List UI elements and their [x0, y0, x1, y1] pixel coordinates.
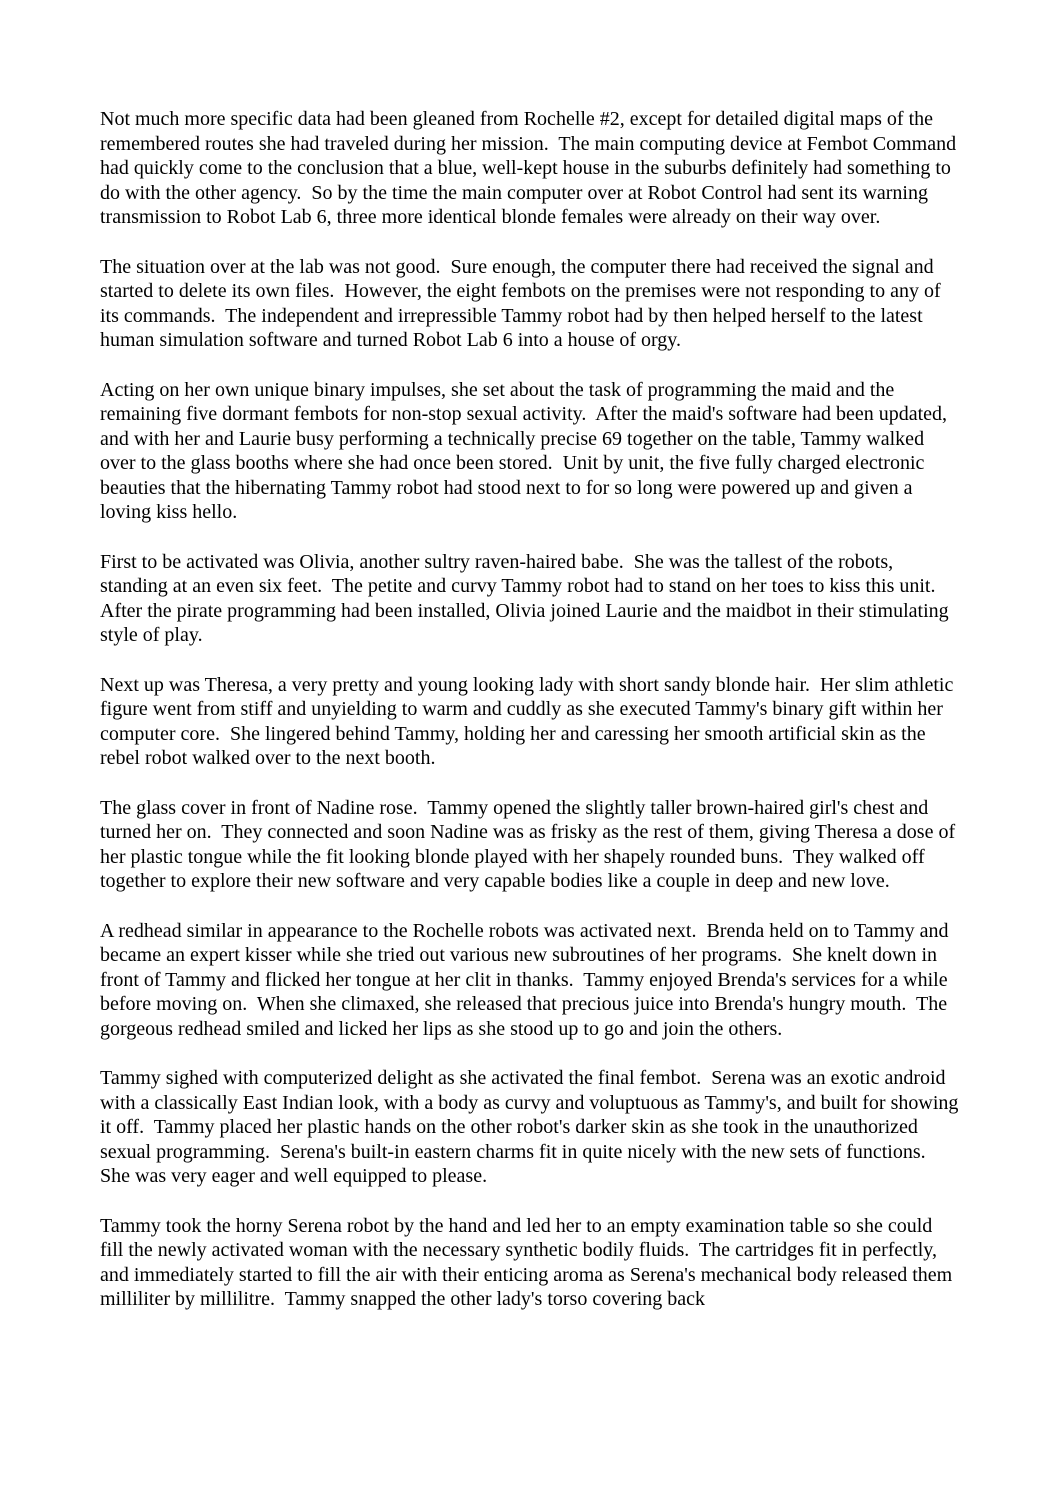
paragraph-3: Acting on her own unique binary impulses, she set about the task of programming the maid and the remaining five dormant fembots for non-stop sexual activity. After the maid's software had been updated, and with her and Laurie busy performing a technically precise 69 together on the table, Tammy walked over to the glass booths where she had once been stored. Unit by unit, the five fully charged electronic beauties that the hibernating Tammy robot had stood next to for so long were powered up and given a loving kiss hello. [100, 378, 953, 523]
paragraph-4: First to be activated was Olivia, another sultry raven-haired babe. She was the tallest of the robots, standing at an even six feet. The petite and curvy Tammy robot had to stand on her toes to kiss this unit. After the pirate programming had been installed, Olivia joined Laurie and the maidbot in their stimulating style of play. [100, 550, 954, 646]
paragraph-7: A redhead similar in appearance to the Rochelle robots was activated next. Brenda held on to Tammy and became an expert kisser while she tried out various new subroutines of her programs. She knelt down in front of Tammy and flicked her tongue at her clit in thanks. Tammy enjoyed Brenda's services for a while before moving on. When she climaxed, she released that precious juice into Brenda's hungry mouth. The gorgeous redhead smiled and licked her lips as she stood up to go and join the others. [100, 919, 954, 1040]
paragraph-6: The glass cover in front of Nadine rose. Tammy opened the slightly taller brown-haired girl's chest and turned her on. They connected and soon Nadine was as frisky as the rest of them, giving Theresa a dose of her plastic tongue while the fit looking blonde played with her shapely rounded buns. They walked off together to explore their new software and very capable bodies like a couple in deep and new love. [100, 796, 961, 892]
paragraph-1: Not much more specific data had been gleaned from Rochelle #2, except for detailed digital maps of the remembered routes she had traveled during her mission. The main computing device at Fembot Command had quickly come to the conclusion that a blue, well-kept house in the suburbs definitely had something to do with the other agency. So by the time the main computer over at Robot Control had sent its warning transmission to Robot Lab 6, three more identical blonde females were already on their way over. [100, 108, 962, 228]
paragraph-8: Tammy sighed with computerized delight as she activated the final fembot. Serena was an exotic android with a classically East Indian look, with a body as curvy and voluptuous as Tammy's, and built for showing it off. Tammy placed her plastic hands on the other robot's darker skin as she took in the unauthorized sexual programming. Serena's built-in eastern charms fit in quite nicely with the new sets of functions. She was very eager and well equipped to please. [100, 1067, 964, 1187]
paragraph-2: The situation over at the lab was not good. Sure enough, the computer there had received the signal and started to delete its own files. However, the eight fembots on the premises were not responding to any of its commands. The independent and irrepressible Tammy robot had by then helped herself to the latest human simulation software and turned Robot Lab 6 into a house of orgy. [100, 255, 946, 351]
paragraph-9: Tammy took the horny Serena robot by the hand and led her to an empty examination table so she could fill the newly activated woman with the necessary synthetic bodily fluids. The cartridges fit in perfectly, and immediately started to fill the air with their enticing aroma as Serena's mechanical body released them milliliter by millilitre. Tammy snapped the other lady's torso covering back [100, 1214, 958, 1310]
paragraph-5: Next up was Theresa, a very pretty and young looking lady with short sandy blonde hair. Her slim athletic figure went from stiff and unyielding to warm and cuddly as she executed Tammy's binary gift within her computer core. She lingered behind Tammy, holding her and caressing her smooth artificial skin as the rebel robot walked over to the next booth. [100, 673, 959, 769]
